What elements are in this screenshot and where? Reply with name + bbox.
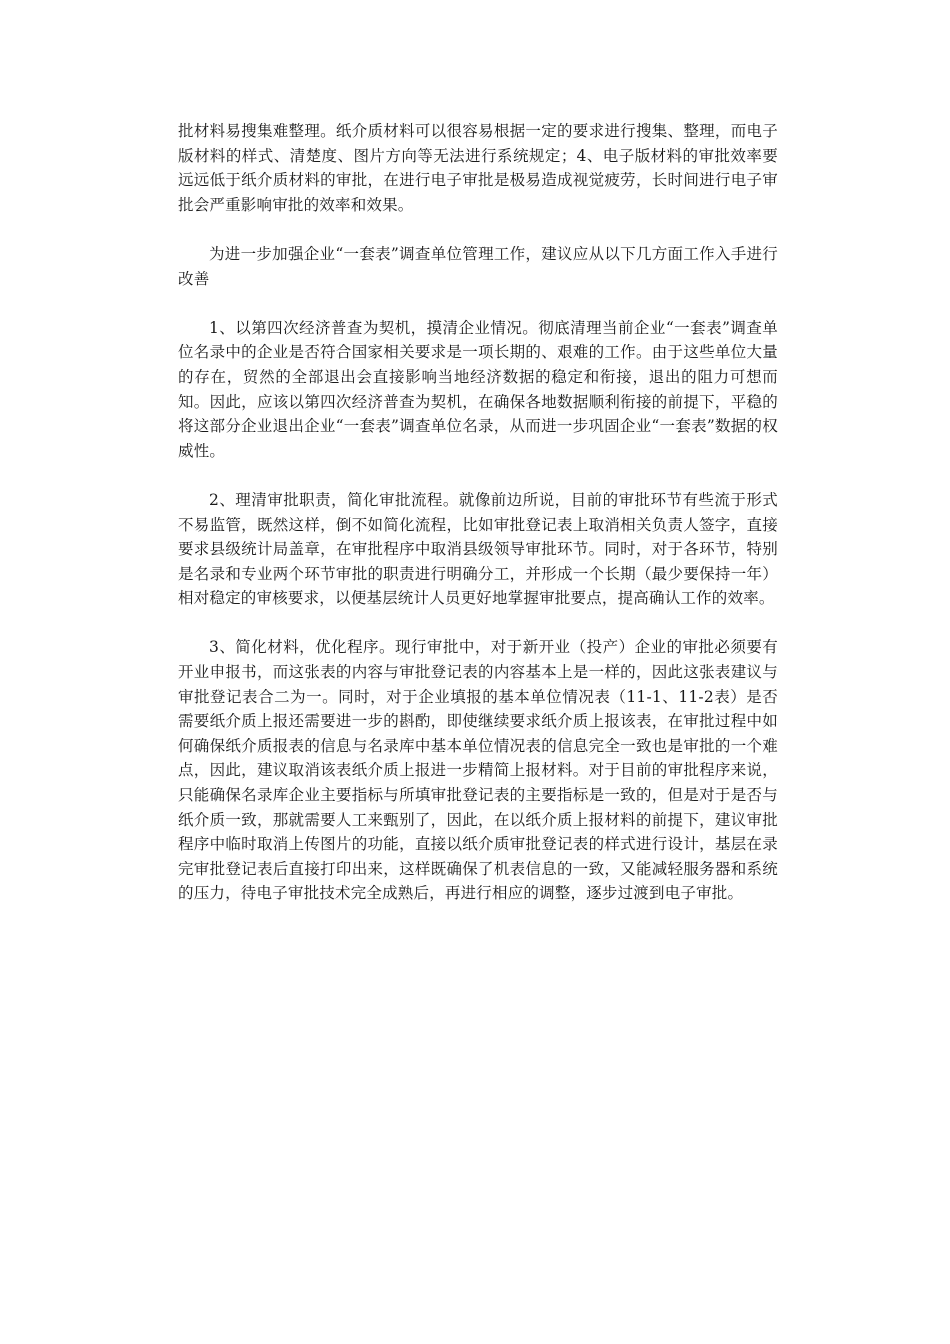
document-body	[178, 119, 778, 906]
paragraph-item-3: 3、简化材料，优化程序。现行审批中，对于新开业（投产）企业的审批必须要有开业申报书，而这张表的内容与审批登记表的内容基本上是一样的，因此这张表建议与审批登记表合二为一。同时，对于企业填报的基本单位情况表（11-1、11-2表）是否需要纸介质上报还需要进一步的斟酌，即使继续要求纸介质上报该表，在审批过程中如何确保纸介质报表的信息与名录库中基本单位情况表的信息完全一致也是审批的一个难点，因此，建议取消该表纸介质上报进一步精简上报材料。对于目前的审批程序来说，只能确保名录库企业主要指标与所填审批登记表的主要指标是一致的，但是对于是否与纸介质一致，那就需要人工来甄别了，因此，在以纸介质上报材料的前提下，建议审批程序中临时取消上传图片的功能，直接以纸介质审批登记表的样式进行设计，基层在录完审批登记表后直接打印出来，这样既确保了机表信息的一致，又能减轻服务器和系统的压力，待电子审批技术完全成熟后，再进行相应的调整，逐步过渡到电子审批。	[178, 638, 778, 903]
paragraph-spacer	[178, 217, 778, 242]
paragraph-spacer	[178, 463, 778, 488]
paragraph-spacer	[178, 291, 778, 316]
paragraph-spacer	[178, 611, 778, 636]
paragraph-continuation: 批材料易搜集难整理。纸介质材料可以很容易根据一定的要求进行搜集、整理，而电子版材料的样式、清楚度、图片方向等无法进行系统规定；4、电子版材料的审批效率要远远低于纸介质材料的审批，在进行电子审批是极易造成视觉疲劳，长时间进行电子审批会严重影响审批的效率和效果。	[178, 122, 778, 214]
paragraph-intro: 为进一步加强企业“一套表”调查单位管理工作，建议应从以下几方面工作入手进行改善	[178, 244, 778, 288]
paragraph-item-2: 2、理清审批职责，简化审批流程。就像前边所说，目前的审批环节有些流于形式不易监管，既然这样，倒不如简化流程，比如审批登记表上取消相关负责人签字，直接要求县级统计局盖章，在审批程序中取消县级领导审批环节。同时，对于各环节，特别是名录和专业两个环节审批的职责进行明确分工，并形成一个长期（最少要保持一年）相对稳定的审核要求，以便基层统计人员更好地掌握审批要点，提高确认工作的效率。	[178, 490, 778, 608]
paragraph-item-1: 1、以第四次经济普查为契机，摸清企业情况。彻底清理当前企业“一套表”调查单位名录中的企业是否符合国家相关要求是一项长期的、艰难的工作。由于这些单位大量的存在，贸然的全部退出会直接影响当地经济数据的稳定和衔接，退出的阻力可想而知。因此，应该以第四次经济普查为契机，在确保各地数据顺利衔接的前提下，平稳的将这部分企业退出企业“一套表”调查单位名录，从而进一步巩固企业“一套表”数据的权威性。	[178, 318, 778, 460]
